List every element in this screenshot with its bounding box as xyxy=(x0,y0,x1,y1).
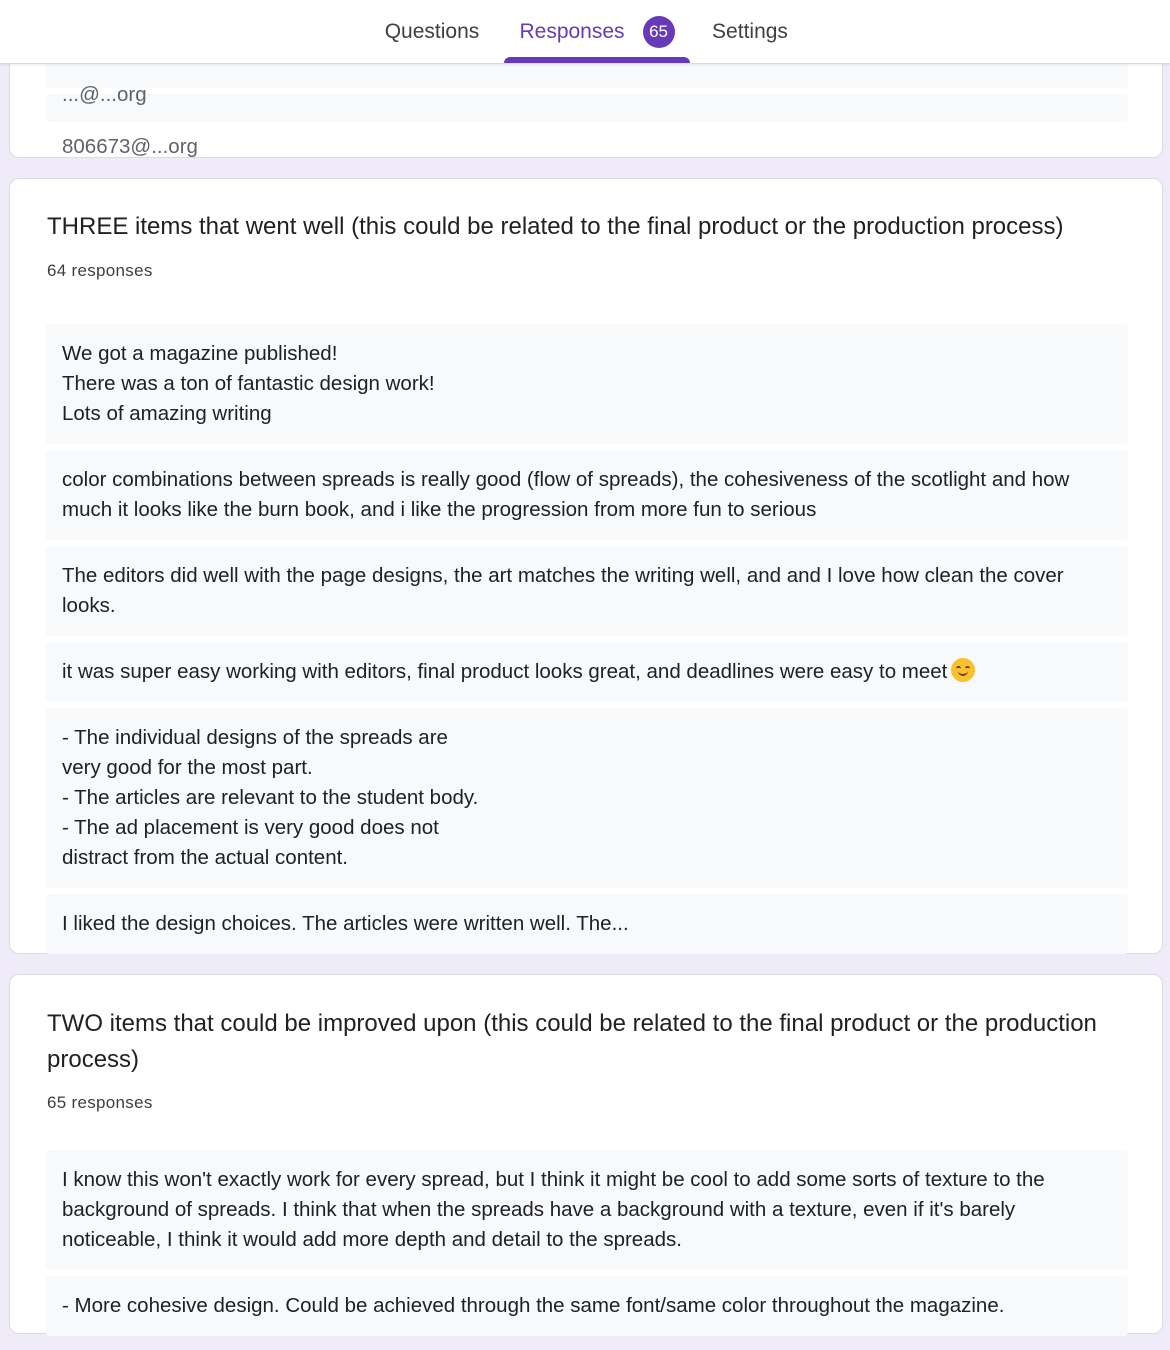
response-text: - More cohesive design. Could be achieved through the same font/same color throughout the magazine. xyxy=(62,1294,1005,1317)
response-item xyxy=(46,324,1128,444)
tab-questions[interactable] xyxy=(366,0,498,64)
question-title: TWO items that could be improved upon (this could be related to the final product or the production process) xyxy=(47,1010,1097,1073)
tab-bar xyxy=(0,0,1170,64)
response-text: 806673@...org xyxy=(62,135,198,158)
tab-settings-label: Settings xyxy=(712,20,788,43)
response-item xyxy=(46,1276,1128,1336)
active-tab-indicator xyxy=(504,57,690,63)
response-item xyxy=(46,894,1128,954)
tab-settings[interactable] xyxy=(694,0,806,64)
smiling-face-icon xyxy=(951,658,975,682)
response-list[interactable] xyxy=(46,324,1128,935)
response-text xyxy=(62,80,1112,94)
tab-responses[interactable] xyxy=(504,0,690,64)
response-item xyxy=(46,94,1128,158)
tab-questions-label: Questions xyxy=(384,20,480,43)
response-item xyxy=(46,546,1128,636)
tab-responses-label: Responses xyxy=(519,20,625,43)
response-text: The editors did well with the page designs, the art matches the writing well, and and I love how clean the cover looks. xyxy=(62,564,1064,617)
improve-question-card xyxy=(9,974,1163,1334)
response-text: I liked the design choices. The articles were written well. The... xyxy=(62,912,629,935)
response-item xyxy=(46,1150,1128,1270)
response-item xyxy=(46,450,1128,540)
response-item xyxy=(46,708,1128,888)
response-text: - The individual designs of the spreads are very good for the most part. - The articles are relevant to the student body. - The ad placement is very good does not distract from the actual content. xyxy=(62,726,479,869)
response-text: color combinations between spreads is really good (flow of spreads), the cohesiveness of the scotlight and how much it looks like the burn book, and i like the progression from more fun to serious xyxy=(62,468,1070,521)
response-list[interactable] xyxy=(46,1150,1128,1350)
response-item xyxy=(46,642,1128,702)
response-text: it was super easy working with editors, final product looks great, and deadlines were easy to meet xyxy=(62,660,948,683)
went-well-question-card xyxy=(9,178,1163,954)
response-text: We got a magazine published! There was a ton of fantastic design work! Lots of amazing writing xyxy=(62,342,435,425)
responses-count-badge: 65 xyxy=(643,16,675,48)
response-count: 64 responses xyxy=(47,261,153,280)
response-count: 65 responses xyxy=(47,1093,153,1112)
response-text: I know this won't exactly work for every spread, but I think it might be cool to add some sorts of texture to the background of spreads. I think that when the spreads have a background with a texture, even if it's barely noticeable, I think it would add more depth and detail to the spreads. xyxy=(62,1168,1045,1251)
question-title: THREE items that went well (this could be related to the final product or the production process) xyxy=(47,213,1064,240)
